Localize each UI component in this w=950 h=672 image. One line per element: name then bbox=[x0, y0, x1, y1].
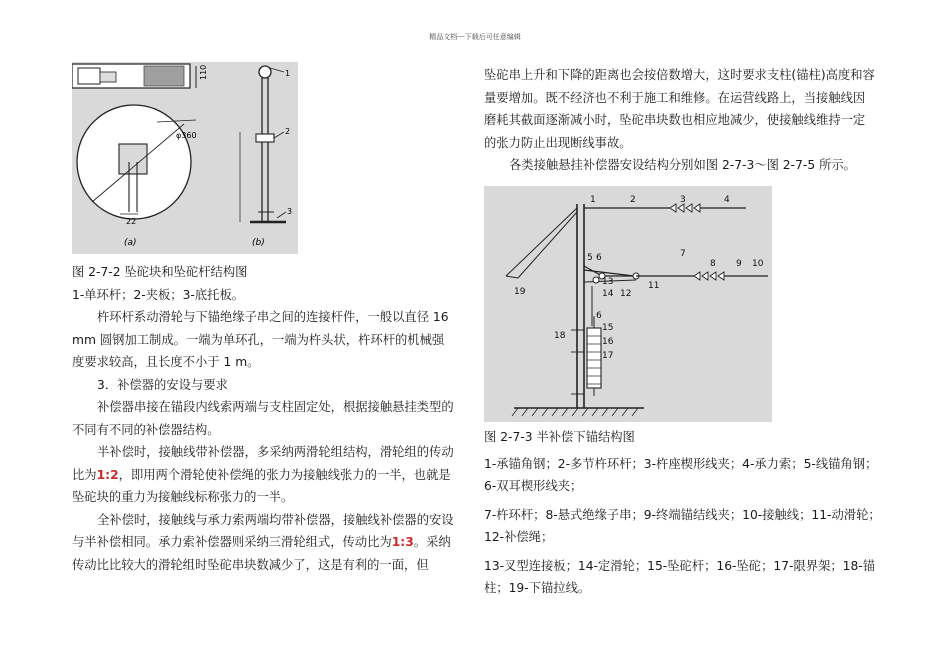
paragraph-continued: 坠砣串上升和下降的距离也会按倍数增大，这时要求支柱(锚柱)高度和容量要增加。既不经济也不利于施工和维修。在运营线路上，当接触线因磨耗其截面逐渐减小时，坠砣串块数也相应地减少，使接触线维持一定的张力防止出现断线事故。 bbox=[484, 68, 875, 150]
dim-diameter-label: φ360 bbox=[176, 131, 197, 140]
fig-b-label-18: 18 bbox=[554, 331, 566, 341]
section-heading: 3．补偿器的安设与要求 bbox=[97, 377, 228, 392]
fig-b-label-16: 16 bbox=[602, 337, 614, 347]
paragraph-compensator: 补偿器串接在锚段内线索两端与支柱固定处，根据接触悬挂类型的不同有不同的补偿器结构。 bbox=[72, 400, 454, 437]
subfig-b-label: (b) bbox=[252, 238, 265, 248]
fig-b-label-2: 2 bbox=[630, 195, 636, 205]
figure-2-7-2 bbox=[72, 62, 298, 254]
figure-2-7-3 bbox=[484, 186, 772, 422]
figure-2-7-3-legend-3: 13-叉型连接板；14-定滑轮；15-坠砣杆；16-坠砣；17-限界架；18-锚柱；19-下锚拉线。 bbox=[484, 558, 876, 595]
fig-b-label-12: 12 bbox=[620, 289, 632, 299]
paragraph-rod: 杵环杆系动滑轮与下锚绝缘子串之间的连接杆件，一般以直径 16 mm 圆钢加工制成。一端为单环孔，一端为杵头状，杵环杆的机械强度要求较高，且长度不小于 1 m。 bbox=[72, 310, 449, 369]
fig-a-label-1: 1 bbox=[285, 69, 291, 78]
dim-height-label: 110 bbox=[199, 64, 208, 80]
subfig-a-label: (a) bbox=[124, 238, 137, 248]
right-column-bottom bbox=[484, 426, 884, 600]
fig-b-label-19: 19 bbox=[514, 287, 526, 297]
figure-2-7-2-caption: 图 2-7-2 坠砣块和坠砣杆结构图 bbox=[72, 265, 248, 279]
fig-b-label-6b: 6 bbox=[596, 311, 602, 321]
fig-b-label-5: 5 bbox=[587, 253, 593, 263]
fig-b-label-10: 10 bbox=[752, 259, 764, 269]
fig-b-label-8: 8 bbox=[710, 259, 716, 269]
figure-2-7-3-legend-2: 7-杵环杆；8-悬式绝缘子串；9-终端锚结线夹；10-接触线；11-动滑轮；12-补偿绳； bbox=[484, 507, 881, 544]
ratio-1-3: 1:3 bbox=[391, 535, 414, 549]
full-comp-text: 全补偿时，接触线与承力索两端均带补偿器，接触线补偿器的安设与半补偿相同。承力索补偿器则采纳三滑轮组式，传动比为 bbox=[72, 512, 454, 549]
paragraph-figure-ref: 各类接触悬挂补偿器安设结构分别如图 2-7-3～图 2-7-5 所示。 bbox=[509, 158, 856, 172]
left-column bbox=[72, 261, 454, 576]
page-header: 精品文档---下载后可任意编辑 bbox=[429, 33, 521, 41]
fig-b-label-11: 11 bbox=[648, 281, 660, 291]
fig-b-label-3: 3 bbox=[680, 195, 686, 205]
right-column-top bbox=[484, 64, 876, 177]
paragraph-half-compensation bbox=[72, 441, 454, 509]
fig-b-label-4: 4 bbox=[724, 195, 730, 205]
dim-width-label: 22 bbox=[126, 217, 137, 226]
figure-2-7-2-legend: 1-单环杆；2-夹板；3-底托板。 bbox=[72, 287, 245, 302]
fig-b-label-14: 14 bbox=[602, 289, 614, 299]
paragraph-full-compensation bbox=[72, 509, 454, 577]
fig-b-label-7: 7 bbox=[680, 249, 686, 259]
fig-b-label-17: 17 bbox=[602, 351, 614, 361]
fig-b-label-6: 6 bbox=[596, 253, 602, 263]
figure-2-7-3-caption: 图 2-7-3 半补偿下锚结构图 bbox=[484, 430, 635, 444]
fig-a-label-3: 3 bbox=[287, 207, 293, 216]
half-comp-text-2: ，即用两个滑轮使补偿绳的张力为接触线张力的一半，也就是坠砣块的重力为接触线标称张力的一半。 bbox=[72, 467, 451, 504]
fig-a-label-2: 2 bbox=[285, 127, 291, 136]
figure-2-7-3-legend-1: 1-承锚角钢；2-多节杵环杆；3-杵座楔形线夹；4-承力索；5-线锚角钢；6-双耳楔形线夹； bbox=[484, 456, 878, 493]
fig-b-label-9: 9 bbox=[736, 259, 742, 269]
fig-b-label-15: 15 bbox=[602, 323, 614, 333]
fig-b-label-13: 13 bbox=[602, 277, 614, 287]
fig-b-label-1: 1 bbox=[590, 195, 596, 205]
full-comp-text-2: 。采纳传动比比较大的滑轮组时坠砣串块数减少了，这是有利的一面，但 bbox=[72, 535, 451, 572]
ratio-1-2: 1:2 bbox=[96, 467, 119, 482]
half-comp-text: 半补偿时，接触线带补偿器，多采纳两滑轮组结构，滑轮组的传动比为 bbox=[72, 445, 454, 482]
